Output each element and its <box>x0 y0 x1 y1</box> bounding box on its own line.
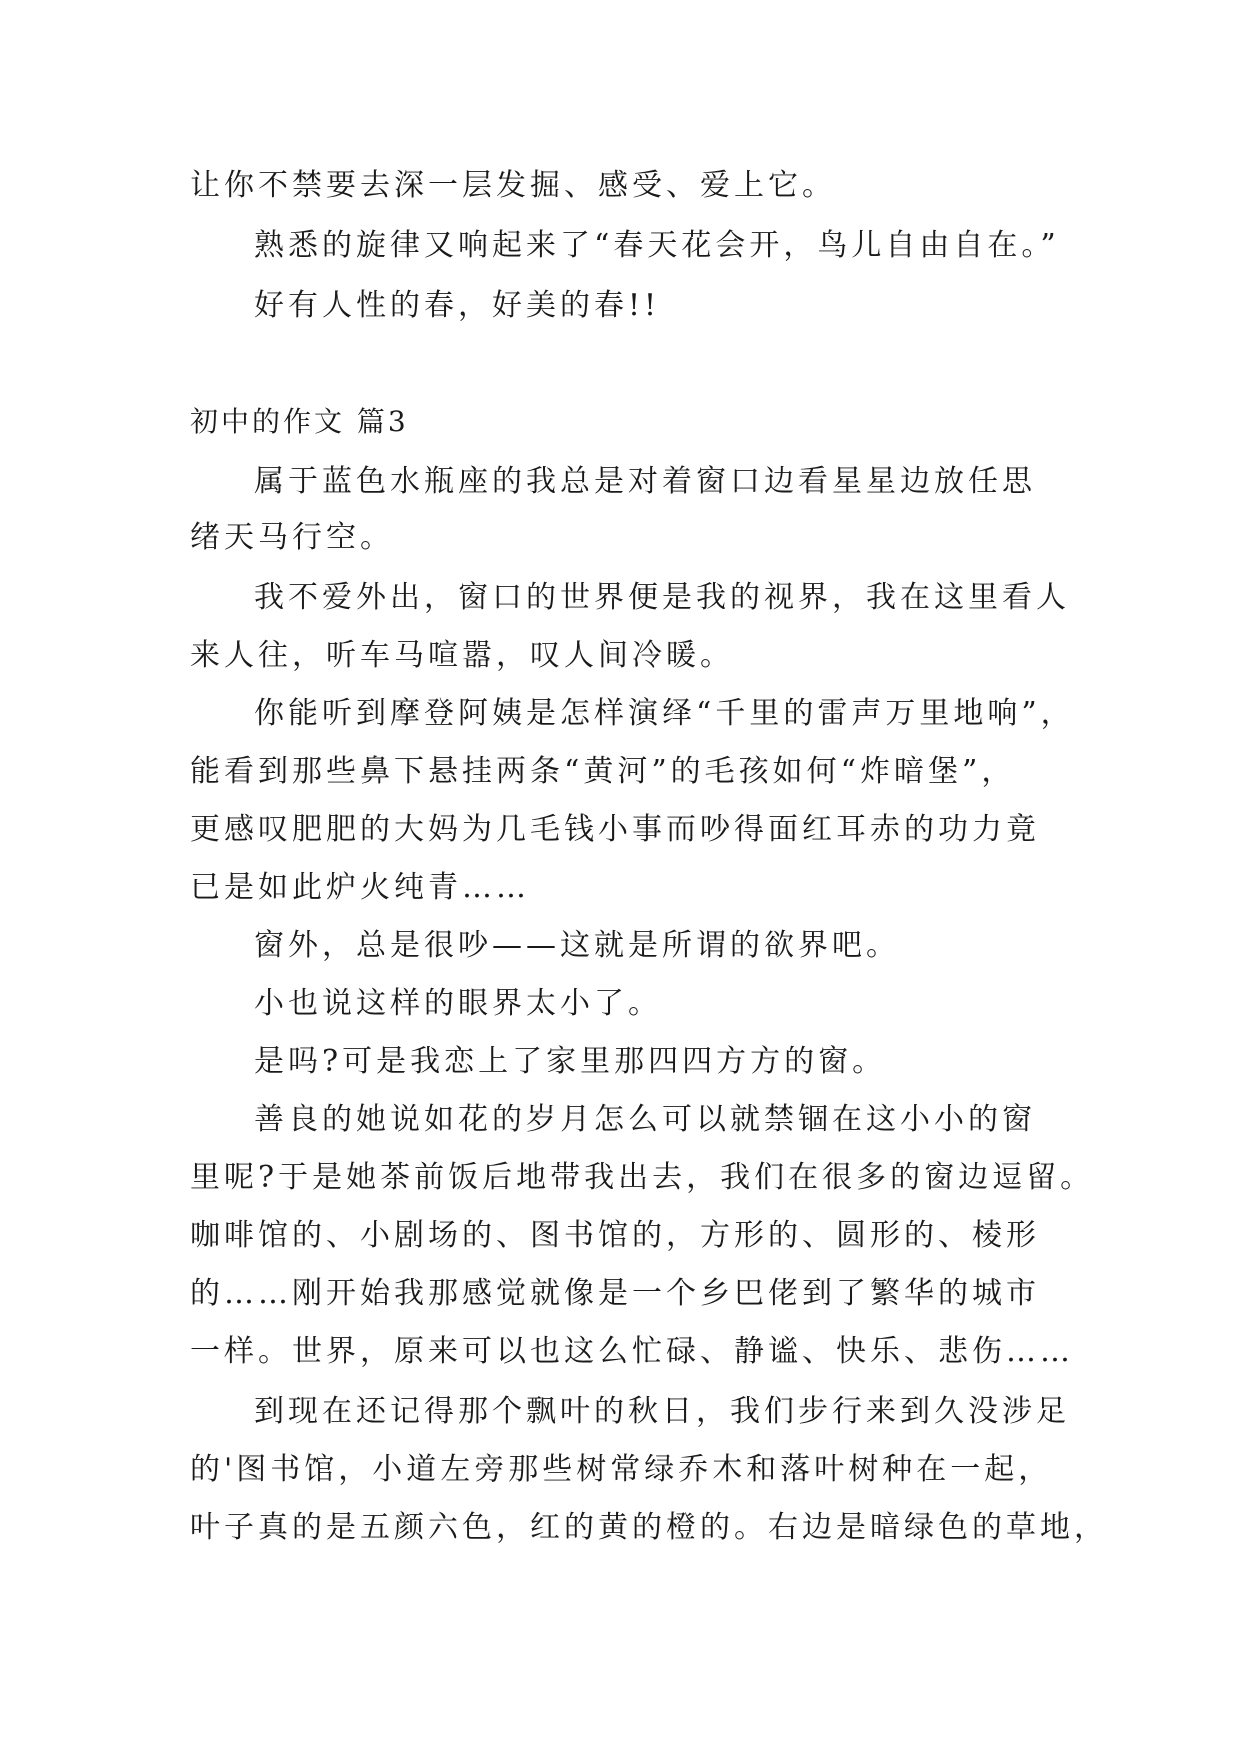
text-line: 更感叹肥肥的大妈为几毛钱小事而吵得面红耳赤的功力竟 <box>190 812 1040 847</box>
text-line: 绪天马行空。 <box>190 520 394 555</box>
text-line: 到现在还记得那个飘叶的秋日，我们步行来到久没涉足 <box>254 1394 1070 1429</box>
text-line: 是吗?可是我恋上了家里那四四方方的窗。 <box>254 1044 887 1079</box>
text-line: 小也说这样的眼界太小了。 <box>254 986 662 1021</box>
text-line: 你能听到摩登阿姨是怎样演绎“千里的雷声万里地响”， <box>254 696 1075 731</box>
text-line: 让你不禁要去深一层发掘、感受、爱上它。 <box>190 168 836 203</box>
text-line: 叶子真的是五颜六色，红的黄的橙的。右边是暗绿色的草地， <box>190 1510 1108 1545</box>
text-line: 已是如此炉火纯青…… <box>190 870 530 905</box>
text-line: 善良的她说如花的岁月怎么可以就禁锢在这小小的窗 <box>254 1102 1036 1137</box>
text-line: 窗外，总是很吵——这就是所谓的欲界吧。 <box>254 928 900 963</box>
text-line: 来人往，听车马喧嚣，叹人间冷暖。 <box>190 638 734 673</box>
text-line: 属于蓝色水瓶座的我总是对着窗口边看星星边放任思 <box>254 464 1036 499</box>
text-line: 好有人性的春，好美的春!! <box>254 288 661 323</box>
text-line: 的……刚开始我那感觉就像是一个乡巴佬到了繁华的城市 <box>190 1276 1040 1311</box>
text-line: 里呢?于是她茶前饭后地带我出去，我们在很多的窗边逗留。 <box>190 1160 1095 1195</box>
section-heading: 初中的作文 篇3 <box>190 405 409 438</box>
text-line: 熟悉的旋律又响起来了“春天花会开，鸟儿自由自在。” <box>254 228 1060 263</box>
text-line: 能看到那些鼻下悬挂两条“黄河”的毛孩如何“炸暗堡”， <box>190 754 1016 789</box>
text-line: 的'图书馆，小道左旁那些树常绿乔木和落叶树种在一起， <box>190 1452 1053 1487</box>
text-line: 我不爱外出，窗口的世界便是我的视界，我在这里看人 <box>254 580 1070 615</box>
text-line: 咖啡馆的、小剧场的、图书馆的，方形的、圆形的、棱形 <box>190 1218 1040 1253</box>
text-line: 一样。世界，原来可以也这么忙碌、静谧、快乐、悲伤…… <box>190 1334 1074 1369</box>
